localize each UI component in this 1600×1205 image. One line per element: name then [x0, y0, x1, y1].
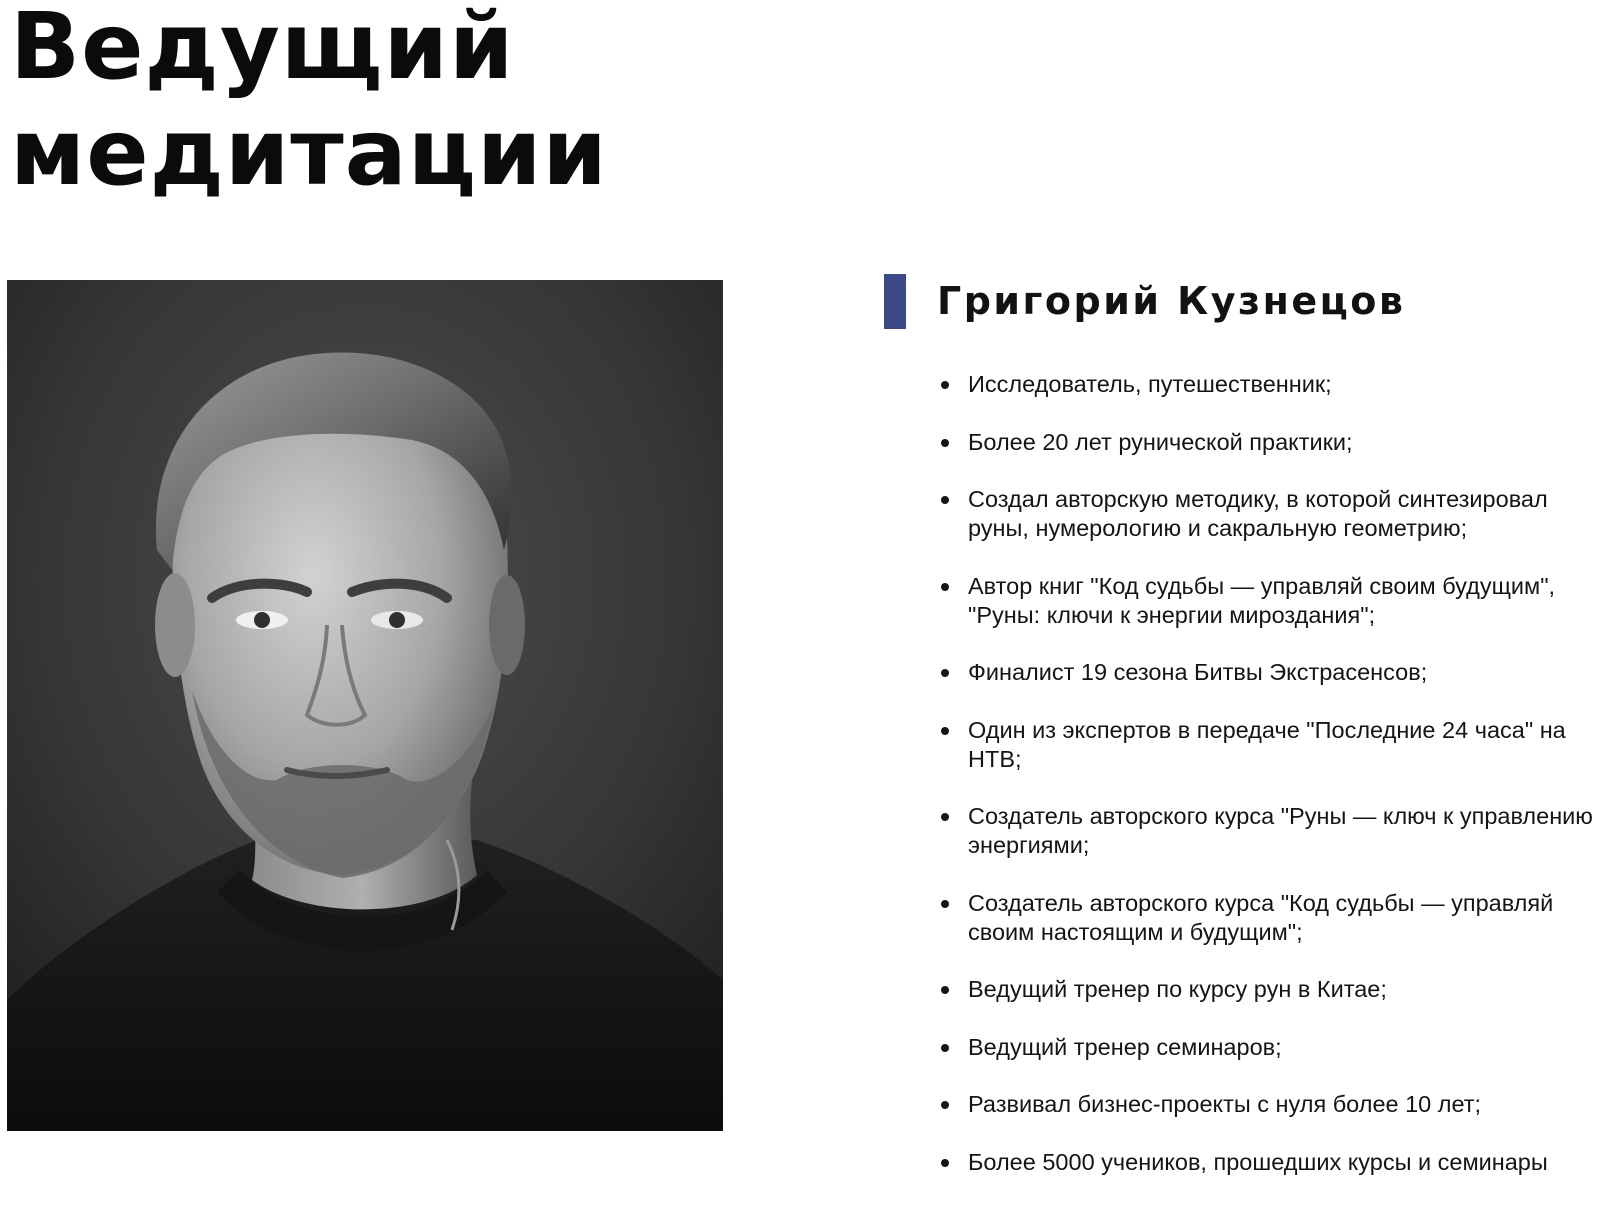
bullet-icon: [941, 1101, 949, 1109]
host-fact-item: [884, 802, 1600, 860]
page-title: [10, 0, 608, 206]
host-fact-item: [884, 428, 1600, 457]
host-fact-text: Исследователь, путешественник;: [968, 371, 1332, 397]
page-title-line-1: Ведущий: [10, 0, 515, 100]
bullet-icon: [941, 583, 949, 591]
host-name: Григорий Кузнецов: [937, 279, 1406, 323]
host-fact-item: [884, 485, 1600, 543]
host-fact-item: [884, 716, 1600, 774]
bullet-icon: [941, 439, 949, 447]
left-ear: [155, 573, 195, 677]
right-ear: [489, 575, 525, 675]
host-fact-item: [884, 658, 1600, 687]
host-fact-text: Автор книг "Код судьбы — управляй своим будущим", "Руны: ключи к энергии мироздания";: [968, 572, 1556, 628]
host-fact-item: [884, 1148, 1600, 1177]
host-fact-item: [884, 889, 1600, 947]
host-fact-item: [884, 1090, 1600, 1119]
bullet-icon: [941, 813, 949, 821]
host-fact-text: Финалист 19 сезона Битвы Экстрасенсов;: [968, 659, 1428, 685]
host-facts-list: [884, 370, 1600, 1205]
host-fact-text: Более 5000 учеников, прошедших курсы и семинары: [968, 1148, 1548, 1175]
host-fact-item: [884, 572, 1600, 630]
bullet-icon: [941, 1044, 949, 1052]
bullet-icon: [941, 496, 949, 504]
bullet-icon: [941, 727, 949, 735]
bullet-icon: [941, 986, 949, 994]
page-title-line-2: медитации: [10, 99, 608, 206]
host-fact-text: Более 20 лет рунической практики;: [968, 428, 1353, 455]
host-fact-text: Создатель авторского курса "Руны — ключ к управлению энергиями;: [968, 803, 1593, 858]
bullet-icon: [941, 669, 949, 677]
host-fact-item: [884, 370, 1600, 399]
bullet-icon: [941, 1159, 949, 1167]
host-fact-text: Один из экспертов в передаче "Последние 24 часа" на НТВ;: [968, 716, 1566, 772]
bullet-icon: [941, 381, 949, 389]
host-fact-text: Создатель авторского курса "Код судьбы — управляй своим настоящим и будущим";: [968, 889, 1554, 945]
host-fact-text: Ведущий тренер по курсу рун в Китае;: [968, 976, 1387, 1002]
host-fact-text: Развивал бизнес-проекты с нуля более 10 лет;: [968, 1091, 1482, 1117]
host-fact-item: [884, 1033, 1600, 1062]
host-profile: [884, 274, 1600, 1175]
profile-name-row: [884, 274, 1600, 330]
name-accent-bar: [884, 274, 906, 329]
host-fact-text: Создал авторскую методику, в которой синтезировал руны, нумерологию и сакральную геометрию;: [968, 486, 1548, 541]
bullet-icon: [941, 900, 949, 908]
host-fact-item: [884, 975, 1600, 1004]
host-fact-text: Ведущий тренер семинаров;: [968, 1033, 1282, 1060]
host-portrait-photo: [7, 280, 723, 1131]
